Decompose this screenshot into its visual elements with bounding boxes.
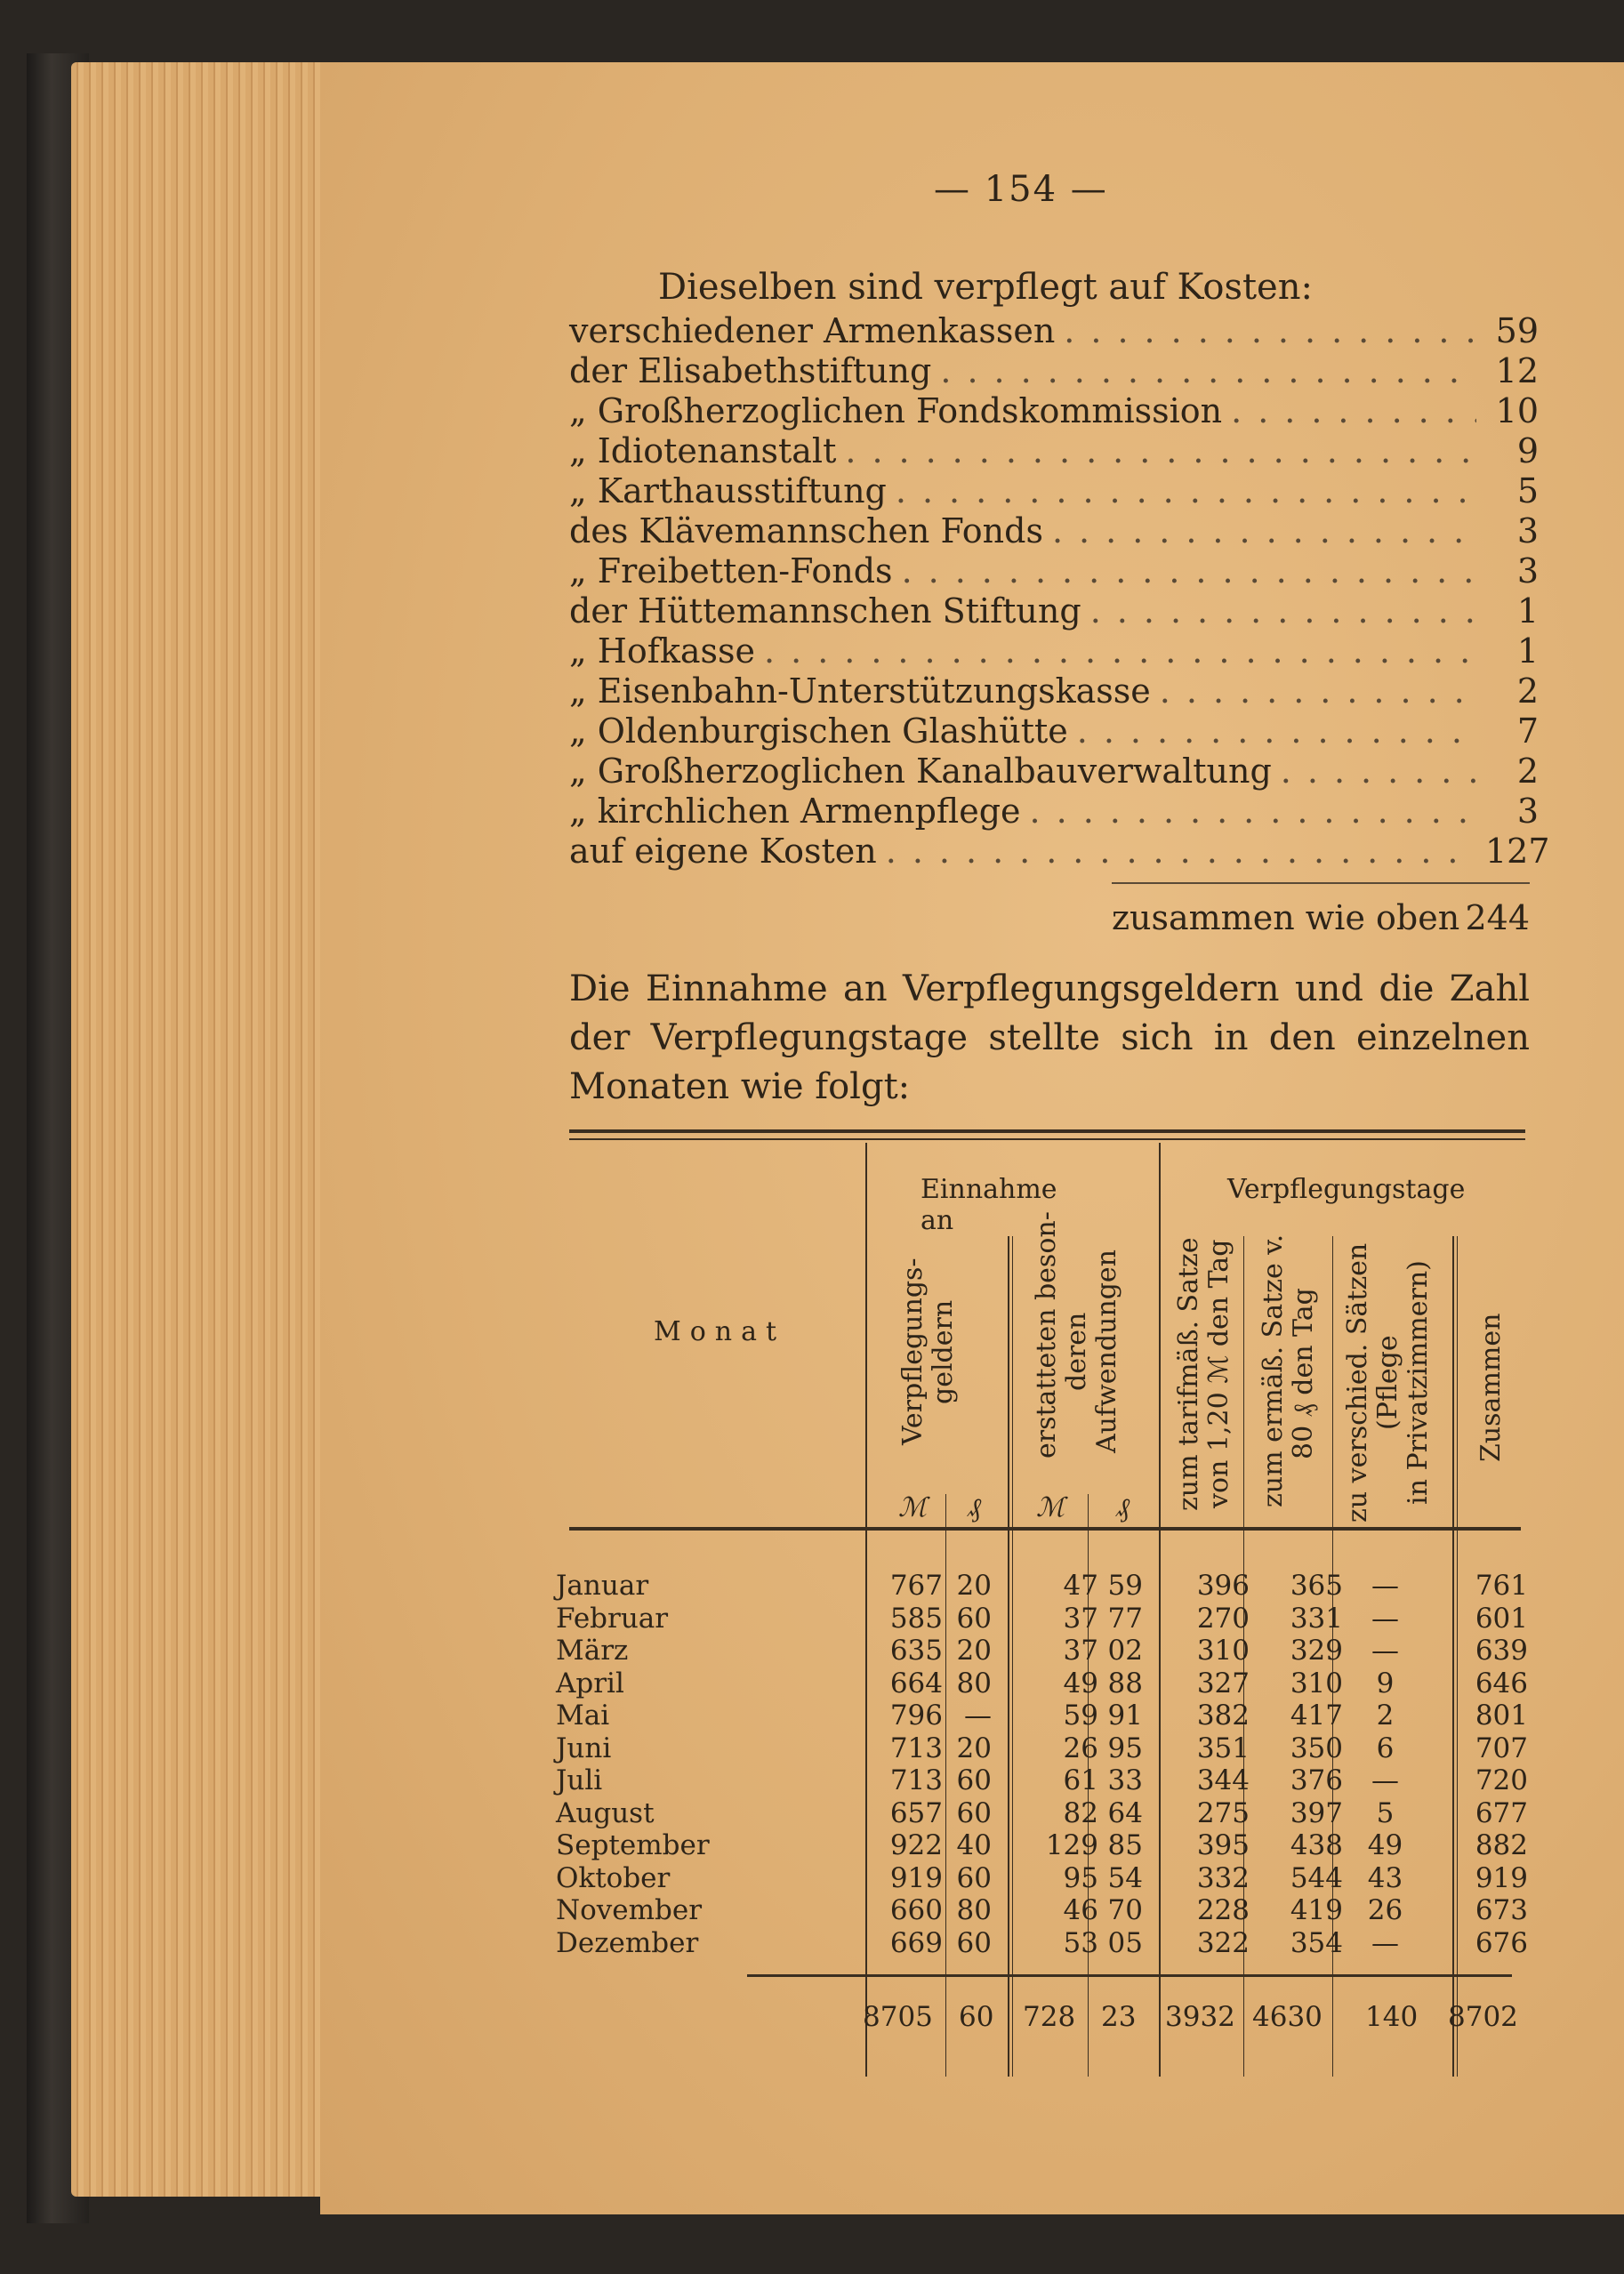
table-row bbox=[556, 1699, 1528, 1732]
leader-dots bbox=[896, 471, 1476, 510]
cell-em: 129 bbox=[1045, 1829, 1098, 1861]
cell-t2: 365 bbox=[1290, 1570, 1343, 1602]
cell-ep: 70 bbox=[1107, 1894, 1143, 1926]
cell-vp: 20 bbox=[956, 1635, 992, 1667]
cell-t1: 396 bbox=[1196, 1570, 1250, 1602]
cell-ep: 64 bbox=[1107, 1796, 1143, 1829]
col-verpfl-header: Verpflegungs- geldern bbox=[897, 1258, 959, 1446]
leader-dots bbox=[1052, 511, 1476, 550]
month-name: November bbox=[556, 1894, 703, 1926]
col-tarif-header: zum tarifmäß. Satze von 1,20 ℳ den Tag bbox=[1173, 1237, 1234, 1511]
cell-t1: 382 bbox=[1196, 1699, 1250, 1732]
cell-ep: 91 bbox=[1107, 1699, 1143, 1732]
cell-ep: 05 bbox=[1107, 1926, 1143, 1959]
cost-label: auf eigene Kosten bbox=[569, 832, 877, 871]
sum-ep: 23 bbox=[1101, 2001, 1137, 2033]
cell-t3: 26 bbox=[1367, 1894, 1403, 1926]
cost-value: 9 bbox=[1516, 431, 1539, 470]
cell-em: 82 bbox=[1063, 1796, 1098, 1829]
month-name: Januar bbox=[556, 1570, 649, 1602]
cost-value: 12 bbox=[1495, 351, 1539, 390]
leader-dots bbox=[1090, 591, 1476, 631]
cell-vp: 60 bbox=[956, 1602, 992, 1635]
cell-t1: 322 bbox=[1196, 1926, 1250, 1959]
table-row bbox=[556, 1570, 1528, 1602]
cell-t3: 43 bbox=[1367, 1861, 1403, 1894]
month-name: September bbox=[556, 1829, 710, 1861]
cell-t3: 6 bbox=[1376, 1732, 1395, 1764]
cost-value: 7 bbox=[1516, 711, 1539, 751]
cell-t3: — bbox=[1371, 1570, 1399, 1602]
cell-em: 95 bbox=[1063, 1861, 1098, 1894]
cell-t1: 327 bbox=[1196, 1667, 1250, 1699]
cost-list-item bbox=[569, 391, 1539, 431]
cell-sum: 801 bbox=[1475, 1699, 1528, 1732]
cost-label: der Elisabethstiftung bbox=[569, 351, 932, 390]
page-number: — 154 — bbox=[934, 169, 1108, 210]
cell-t3: 2 bbox=[1376, 1699, 1395, 1732]
table-top-rule bbox=[569, 1129, 1525, 1133]
cell-t2: 397 bbox=[1290, 1796, 1343, 1829]
cost-label: „ Oldenburgischen Glashütte bbox=[569, 711, 1068, 751]
table-row bbox=[556, 1894, 1528, 1926]
cell-vm: 669 bbox=[889, 1926, 943, 1959]
month-name: Februar bbox=[556, 1602, 669, 1635]
cell-vm: 796 bbox=[889, 1699, 943, 1732]
cell-ep: 88 bbox=[1107, 1667, 1143, 1699]
cell-t1: 344 bbox=[1196, 1764, 1250, 1796]
sum-em: 728 bbox=[1023, 2001, 1076, 2033]
cell-vm: 713 bbox=[889, 1764, 943, 1796]
month-name: August bbox=[556, 1796, 655, 1829]
cell-ep: 54 bbox=[1107, 1861, 1143, 1894]
sum-t3: 140 bbox=[1365, 2001, 1419, 2033]
table-header-rule bbox=[569, 1527, 1521, 1531]
month-name: Juni bbox=[556, 1732, 612, 1764]
unit-mark-1: ℳ bbox=[898, 1492, 928, 1523]
cell-t3: — bbox=[1371, 1926, 1399, 1959]
cost-list bbox=[569, 311, 1550, 872]
cell-ep: 95 bbox=[1107, 1732, 1143, 1764]
cell-t2: 376 bbox=[1290, 1764, 1343, 1796]
col-erstattet-header: erstatteten beson- deren Aufwendungen bbox=[1031, 1211, 1122, 1458]
cost-label: „ Hofkasse bbox=[569, 631, 756, 671]
cell-vm: 919 bbox=[889, 1861, 943, 1894]
cell-em: 47 bbox=[1063, 1570, 1098, 1602]
cell-vp: 20 bbox=[956, 1570, 992, 1602]
cell-sum: 673 bbox=[1475, 1894, 1528, 1926]
cell-em: 59 bbox=[1063, 1699, 1098, 1732]
table-row bbox=[556, 1667, 1528, 1699]
cell-t3: — bbox=[1371, 1635, 1399, 1667]
table-row bbox=[556, 1732, 1528, 1764]
cell-vm: 664 bbox=[889, 1667, 943, 1699]
cost-list-item bbox=[569, 791, 1539, 832]
cell-em: 53 bbox=[1063, 1926, 1098, 1959]
cell-t2: 331 bbox=[1290, 1602, 1343, 1635]
cost-label: des Klävemannschen Fonds bbox=[569, 511, 1043, 550]
cell-t1: 310 bbox=[1196, 1635, 1250, 1667]
cost-value: 5 bbox=[1516, 471, 1539, 510]
cell-t3: — bbox=[1371, 1602, 1399, 1635]
cell-sum: 761 bbox=[1475, 1570, 1528, 1602]
cost-value: 10 bbox=[1495, 391, 1539, 430]
cost-list-item bbox=[569, 311, 1539, 351]
cell-vm: 585 bbox=[889, 1602, 943, 1635]
cell-t2: 544 bbox=[1290, 1861, 1343, 1894]
cost-value: 3 bbox=[1516, 511, 1539, 550]
cell-t2: 354 bbox=[1290, 1926, 1343, 1959]
cell-vp: — bbox=[964, 1699, 992, 1732]
cell-vp: 60 bbox=[956, 1764, 992, 1796]
cost-value: 2 bbox=[1516, 751, 1539, 791]
leader-dots bbox=[1231, 391, 1476, 430]
cell-ep: 85 bbox=[1107, 1829, 1143, 1861]
cell-ep: 59 bbox=[1107, 1570, 1143, 1602]
cell-sum: 639 bbox=[1475, 1635, 1528, 1667]
month-name: April bbox=[556, 1667, 624, 1699]
month-name: März bbox=[556, 1635, 629, 1667]
cell-sum: 646 bbox=[1475, 1667, 1528, 1699]
cost-label: „ Großherzoglichen Kanalbauverwaltung bbox=[569, 751, 1272, 791]
cell-em: 49 bbox=[1063, 1667, 1098, 1699]
cell-t2: 329 bbox=[1290, 1635, 1343, 1667]
cell-ep: 02 bbox=[1107, 1635, 1143, 1667]
cell-t2: 438 bbox=[1290, 1829, 1343, 1861]
cell-sum: 676 bbox=[1475, 1926, 1528, 1959]
cost-value: 127 bbox=[1485, 832, 1550, 871]
cost-value: 59 bbox=[1495, 311, 1539, 350]
cost-list-item bbox=[569, 671, 1539, 711]
sum-vp: 60 bbox=[959, 2001, 994, 2033]
cost-label: „ kirchlichen Armenpflege bbox=[569, 791, 1021, 831]
cell-vm: 922 bbox=[889, 1829, 943, 1861]
cost-label: „ Idiotenanstalt bbox=[569, 431, 837, 470]
cell-t3: 49 bbox=[1367, 1829, 1403, 1861]
cell-t3: 9 bbox=[1376, 1667, 1395, 1699]
cell-vm: 657 bbox=[889, 1796, 943, 1829]
cell-em: 37 bbox=[1063, 1635, 1098, 1667]
cost-list-item bbox=[569, 471, 1539, 511]
cell-t1: 270 bbox=[1196, 1602, 1250, 1635]
cell-vp: 60 bbox=[956, 1861, 992, 1894]
cell-t1: 395 bbox=[1196, 1829, 1250, 1861]
cost-total bbox=[1112, 898, 1530, 937]
sum-t2: 4630 bbox=[1252, 2001, 1323, 2033]
cell-vp: 60 bbox=[956, 1796, 992, 1829]
leader-dots bbox=[886, 832, 1476, 871]
table-row bbox=[556, 1861, 1528, 1894]
cost-list-item bbox=[569, 511, 1539, 551]
unit-pf-1: ₰ bbox=[968, 1492, 981, 1523]
month-name: Mai bbox=[556, 1699, 610, 1732]
unit-mark-2: ℳ bbox=[1036, 1492, 1065, 1523]
cost-list-item bbox=[569, 431, 1539, 471]
cell-ep: 77 bbox=[1107, 1602, 1143, 1635]
table-row bbox=[556, 1764, 1528, 1796]
cell-sum: 707 bbox=[1475, 1732, 1528, 1764]
leader-dots bbox=[764, 631, 1476, 671]
cost-intro: Dieselben sind verpflegt auf Kosten: bbox=[658, 267, 1313, 308]
total-value: 244 bbox=[1465, 898, 1530, 937]
group-einnahme: Einnahme an bbox=[921, 1174, 1057, 1236]
cell-em: 61 bbox=[1063, 1764, 1098, 1796]
unit-pf-2: ₰ bbox=[1116, 1492, 1130, 1523]
sum-vm: 8705 bbox=[863, 2001, 933, 2033]
table-row bbox=[556, 1602, 1528, 1635]
cost-value: 2 bbox=[1516, 671, 1539, 711]
col-ermaess-header: zum ermäß. Satze v. 80 ₰ den Tag bbox=[1258, 1233, 1319, 1507]
cost-label: „ Großherzoglichen Fondskommission bbox=[569, 391, 1223, 430]
leader-dots bbox=[902, 551, 1476, 591]
cell-em: 37 bbox=[1063, 1602, 1098, 1635]
cost-label: „ Freibetten-Fonds bbox=[569, 551, 893, 591]
cell-vp: 80 bbox=[956, 1894, 992, 1926]
cost-list-item bbox=[569, 711, 1539, 751]
cell-ep: 33 bbox=[1107, 1764, 1143, 1796]
cell-t1: 351 bbox=[1196, 1732, 1250, 1764]
cell-t2: 419 bbox=[1290, 1894, 1343, 1926]
month-name: Juli bbox=[556, 1764, 603, 1796]
cost-label: der Hüttemannschen Stiftung bbox=[569, 591, 1081, 631]
cell-t2: 350 bbox=[1290, 1732, 1343, 1764]
cell-t3: — bbox=[1371, 1764, 1399, 1796]
cell-sum: 677 bbox=[1475, 1796, 1528, 1829]
leader-dots bbox=[1160, 671, 1476, 711]
leader-dots bbox=[1281, 751, 1476, 791]
cell-vm: 767 bbox=[889, 1570, 943, 1602]
total-label: zusammen wie oben bbox=[1112, 898, 1460, 937]
cost-label: „ Karthausstiftung bbox=[569, 471, 887, 510]
cell-t2: 417 bbox=[1290, 1699, 1343, 1732]
leader-dots bbox=[940, 351, 1476, 390]
cost-list-item bbox=[569, 591, 1539, 631]
leader-dots bbox=[1077, 711, 1476, 751]
cell-em: 26 bbox=[1063, 1732, 1098, 1764]
leader-dots bbox=[845, 431, 1476, 470]
cost-value: 1 bbox=[1516, 631, 1539, 671]
leader-dots bbox=[1064, 311, 1476, 350]
cell-t3: 5 bbox=[1376, 1796, 1395, 1829]
cost-value: 1 bbox=[1516, 591, 1539, 631]
cell-vp: 20 bbox=[956, 1732, 992, 1764]
sum-total: 8702 bbox=[1448, 2001, 1518, 2033]
cost-list-item bbox=[569, 351, 1539, 391]
cost-list-item bbox=[569, 832, 1550, 872]
cell-t1: 275 bbox=[1196, 1796, 1250, 1829]
cell-vm: 660 bbox=[889, 1894, 943, 1926]
cell-t1: 332 bbox=[1196, 1861, 1250, 1894]
cell-em: 46 bbox=[1063, 1894, 1098, 1926]
cell-sum: 720 bbox=[1475, 1764, 1528, 1796]
cell-vp: 80 bbox=[956, 1667, 992, 1699]
cost-value: 3 bbox=[1516, 791, 1539, 831]
cell-sum: 919 bbox=[1475, 1861, 1528, 1894]
col-versch-header: zu verschied. Sätzen (Pflege in Privatzimmern) bbox=[1342, 1242, 1434, 1523]
cell-sum: 601 bbox=[1475, 1602, 1528, 1635]
cell-sum: 882 bbox=[1475, 1829, 1528, 1861]
table-row bbox=[556, 1796, 1528, 1829]
month-name: Oktober bbox=[556, 1861, 671, 1894]
cost-list-item bbox=[569, 631, 1539, 671]
month-name: Dezember bbox=[556, 1926, 699, 1959]
cell-vp: 40 bbox=[956, 1829, 992, 1861]
col-zusammen-header: Zusammen bbox=[1475, 1313, 1507, 1462]
table-row bbox=[556, 1926, 1528, 1959]
col-month-header: Monat bbox=[654, 1316, 786, 1347]
cell-t2: 310 bbox=[1290, 1667, 1343, 1699]
total-rule bbox=[1112, 882, 1530, 884]
leader-dots bbox=[1030, 791, 1476, 831]
cost-label: verschiedener Armenkassen bbox=[569, 311, 1056, 350]
table-top-rule-thin bbox=[569, 1138, 1525, 1140]
table-sum-rule bbox=[747, 1974, 1512, 1977]
cost-label: „ Eisenbahn-Unterstützungskasse bbox=[569, 671, 1151, 711]
table-row bbox=[556, 1635, 1528, 1667]
intro-paragraph: Die Einnahme an Verpflegungsgeldern und die Zahl der Verpflegungstage stellte sich in den einzelnen Monaten wie folgt: bbox=[569, 968, 1530, 1107]
cell-vp: 60 bbox=[956, 1926, 992, 1959]
cell-vm: 635 bbox=[889, 1635, 943, 1667]
cell-t1: 228 bbox=[1196, 1894, 1250, 1926]
group-tage: Verpflegungstage bbox=[1227, 1174, 1466, 1205]
table-row bbox=[556, 1829, 1528, 1861]
cell-vm: 713 bbox=[889, 1732, 943, 1764]
cost-value: 3 bbox=[1516, 551, 1539, 591]
sum-t1: 3932 bbox=[1165, 2001, 1235, 2033]
cost-list-item bbox=[569, 751, 1539, 791]
cost-list-item bbox=[569, 551, 1539, 591]
